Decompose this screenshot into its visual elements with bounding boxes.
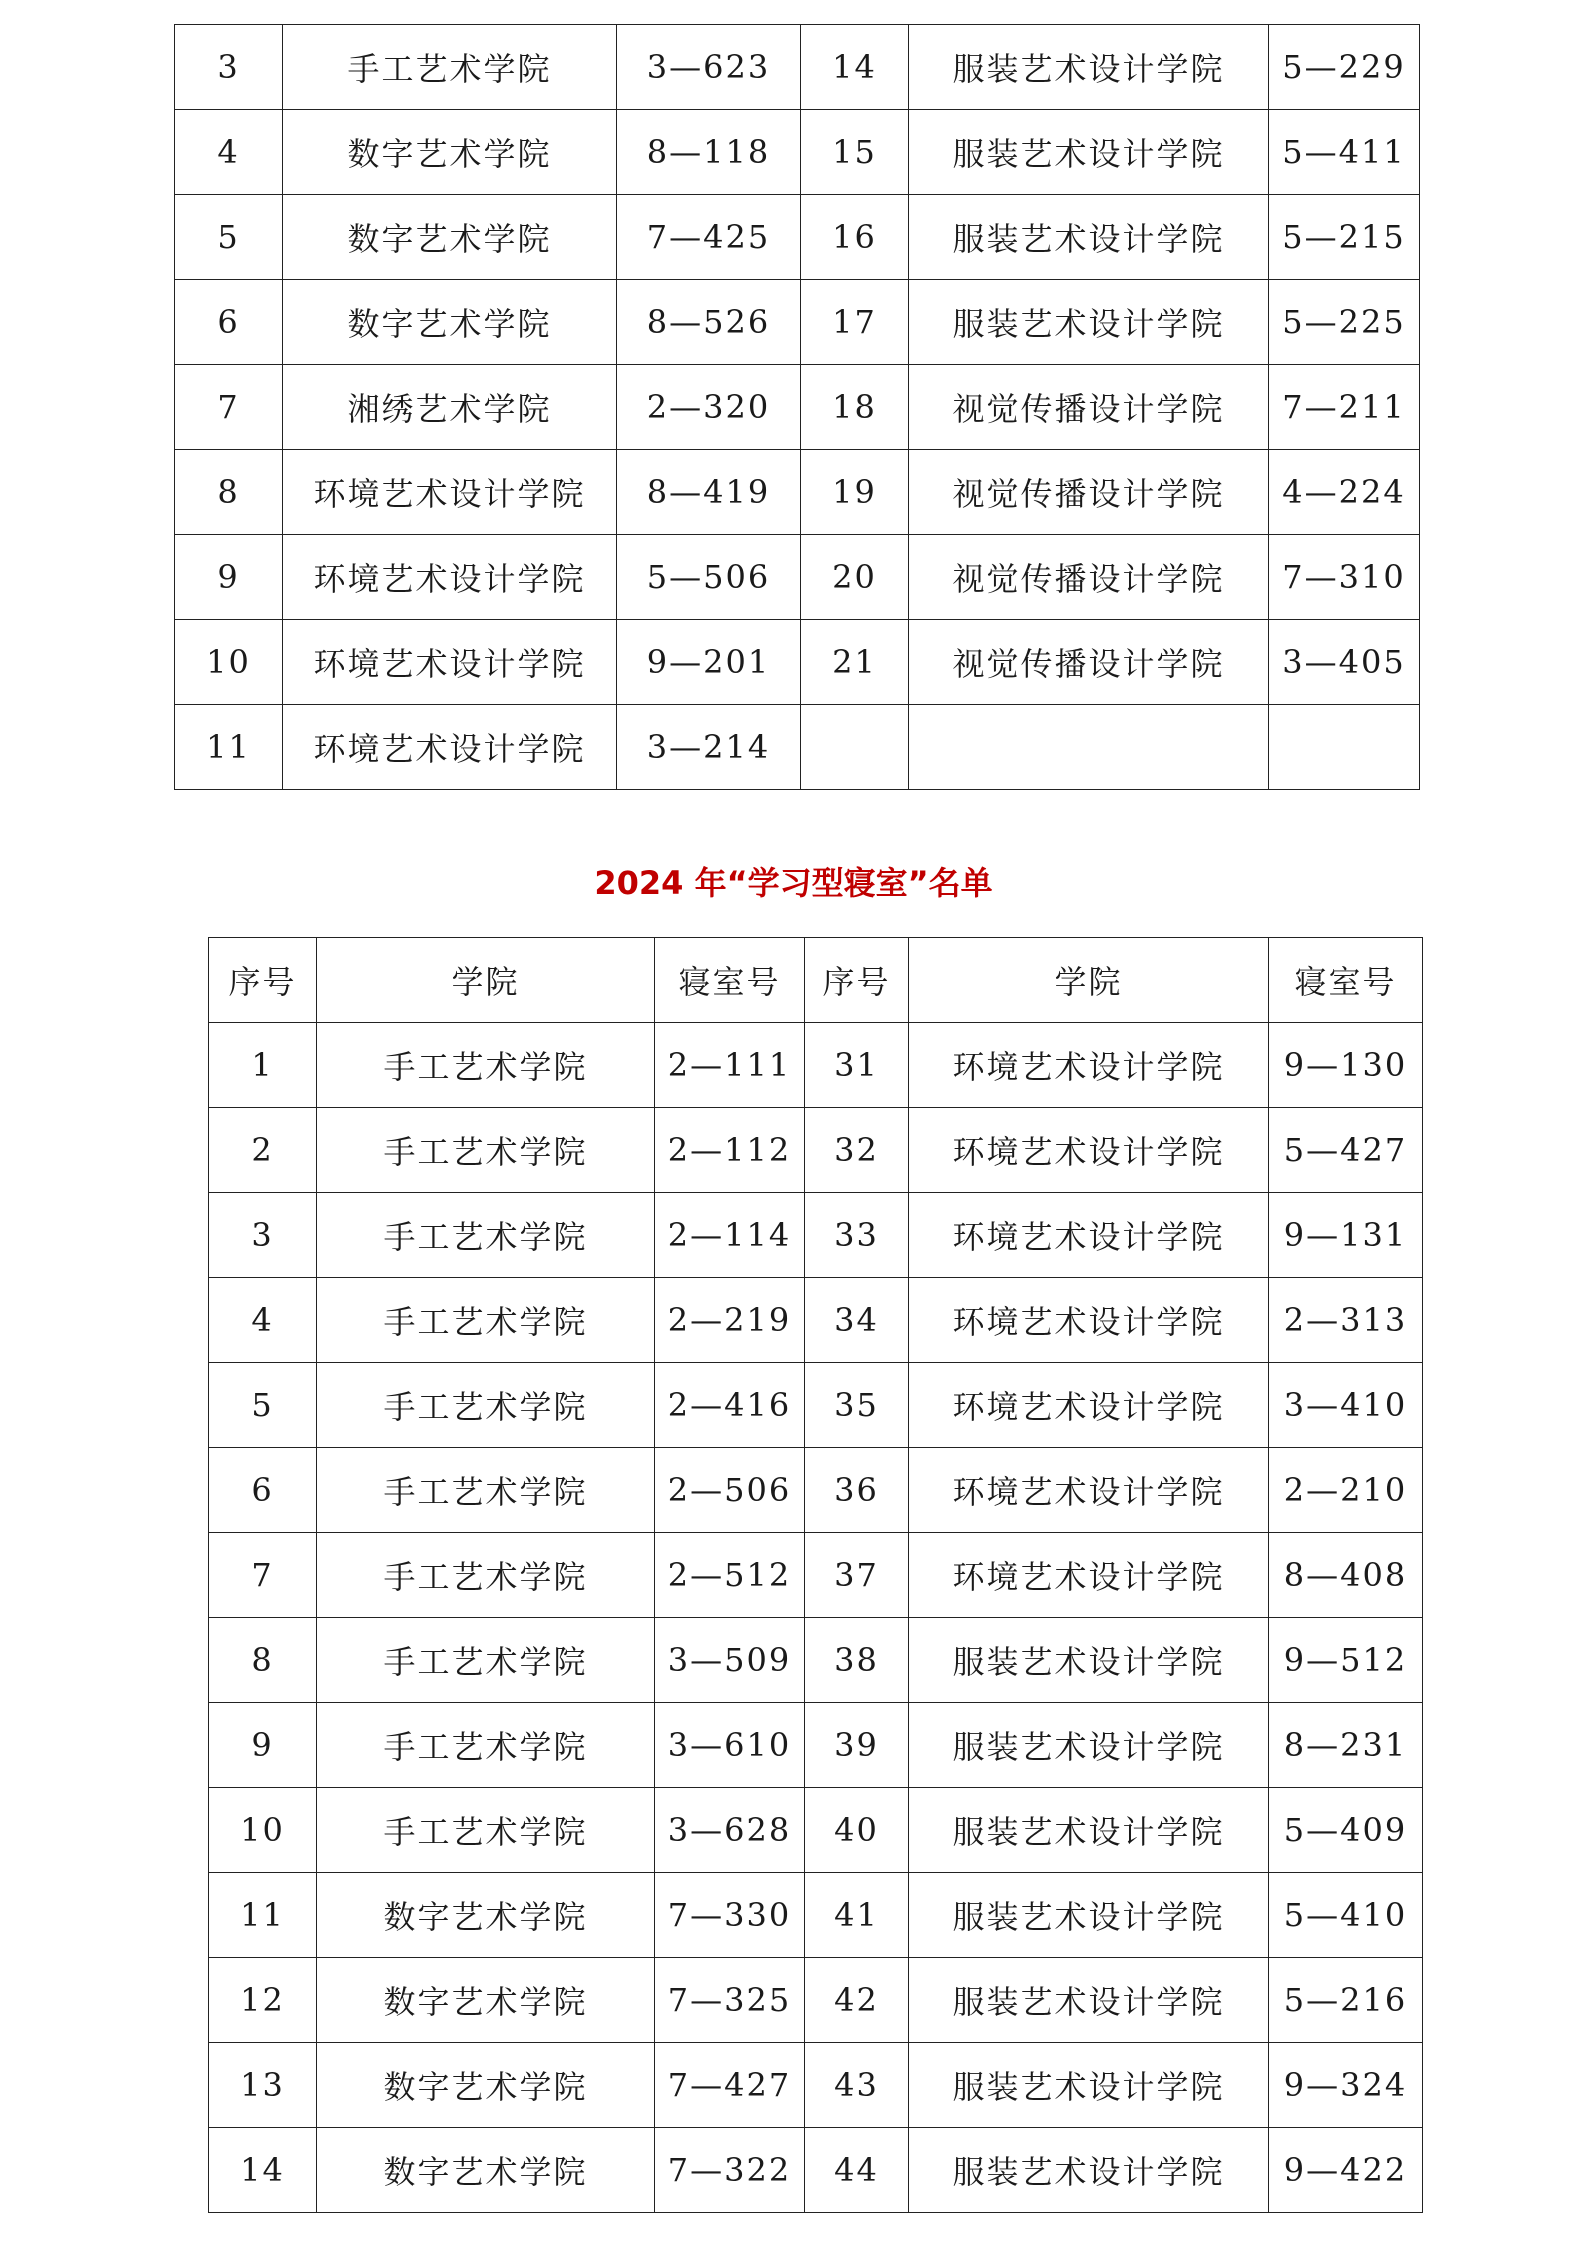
room-cell: 3—623 xyxy=(617,25,801,110)
study-dorm-table xyxy=(208,937,1423,2213)
room-cell: 8—408 xyxy=(1269,1533,1423,1618)
index-cell: 4 xyxy=(209,1278,317,1363)
room-cell: 4—224 xyxy=(1269,450,1420,535)
room-cell: 7—211 xyxy=(1269,365,1420,450)
college-cell: 环境艺术设计学院 xyxy=(909,1533,1269,1618)
table-row xyxy=(175,620,1420,705)
table-row xyxy=(209,1363,1423,1448)
index-cell: 44 xyxy=(805,2128,909,2213)
room-cell: 5—229 xyxy=(1269,25,1420,110)
room-cell: 5—409 xyxy=(1269,1788,1423,1873)
dorm-table-continued-body xyxy=(175,25,1420,790)
index-cell: 8 xyxy=(175,450,283,535)
table-row xyxy=(175,110,1420,195)
table-row xyxy=(209,1958,1423,2043)
college-cell: 数字艺术学院 xyxy=(283,280,617,365)
college-cell: 视觉传播设计学院 xyxy=(909,365,1269,450)
index-cell: 16 xyxy=(801,195,909,280)
header-cell-room-right: 寝室号 xyxy=(1269,938,1423,1023)
index-cell: 10 xyxy=(175,620,283,705)
room-cell: 5—506 xyxy=(617,535,801,620)
college-cell: 视觉传播设计学院 xyxy=(909,535,1269,620)
table-row xyxy=(209,1533,1423,1618)
index-cell: 6 xyxy=(209,1448,317,1533)
college-cell: 服装艺术设计学院 xyxy=(909,1958,1269,2043)
college-cell: 手工艺术学院 xyxy=(317,1533,655,1618)
index-cell: 5 xyxy=(209,1363,317,1448)
room-cell: 2—112 xyxy=(655,1108,805,1193)
room-cell: 5—411 xyxy=(1269,110,1420,195)
room-cell: 7—425 xyxy=(617,195,801,280)
index-cell: 38 xyxy=(805,1618,909,1703)
college-cell: 手工艺术学院 xyxy=(317,1788,655,1873)
room-cell: 8—231 xyxy=(1269,1703,1423,1788)
room-cell: 7—330 xyxy=(655,1873,805,1958)
college-cell: 环境艺术设计学院 xyxy=(909,1363,1269,1448)
college-cell: 数字艺术学院 xyxy=(317,1873,655,1958)
college-cell: 服装艺术设计学院 xyxy=(909,280,1269,365)
index-cell: 36 xyxy=(805,1448,909,1533)
index-cell: 40 xyxy=(805,1788,909,1873)
room-cell: 5—216 xyxy=(1269,1958,1423,2043)
room-cell: 7—322 xyxy=(655,2128,805,2213)
index-cell: 11 xyxy=(175,705,283,790)
index-cell: 17 xyxy=(801,280,909,365)
room-cell: 5—215 xyxy=(1269,195,1420,280)
index-cell: 6 xyxy=(175,280,283,365)
room-cell: 9—201 xyxy=(617,620,801,705)
room-cell: 2—219 xyxy=(655,1278,805,1363)
index-cell: 13 xyxy=(209,2043,317,2128)
index-cell: 7 xyxy=(209,1533,317,1618)
college-cell: 服装艺术设计学院 xyxy=(909,1788,1269,1873)
room-cell: 2—111 xyxy=(655,1023,805,1108)
college-cell: 手工艺术学院 xyxy=(317,1278,655,1363)
college-cell: 数字艺术学院 xyxy=(317,2128,655,2213)
index-cell: 35 xyxy=(805,1363,909,1448)
table-row xyxy=(209,1873,1423,1958)
room-cell: 5—427 xyxy=(1269,1108,1423,1193)
college-cell: 服装艺术设计学院 xyxy=(909,195,1269,280)
college-cell: 手工艺术学院 xyxy=(283,25,617,110)
room-cell: 9—131 xyxy=(1269,1193,1423,1278)
college-cell: 环境艺术设计学院 xyxy=(909,1108,1269,1193)
college-cell: 手工艺术学院 xyxy=(317,1703,655,1788)
index-cell: 42 xyxy=(805,1958,909,2043)
study-dorm-table-body xyxy=(209,1023,1423,2213)
table-row xyxy=(209,1193,1423,1278)
room-cell: 7—325 xyxy=(655,1958,805,2043)
college-cell: 环境艺术设计学院 xyxy=(909,1193,1269,1278)
header-cell-index-left: 序号 xyxy=(209,938,317,1023)
college-cell: 环境艺术设计学院 xyxy=(283,705,617,790)
room-cell: 2—114 xyxy=(655,1193,805,1278)
dorm-table-continued xyxy=(174,24,1420,790)
room-cell: 3—610 xyxy=(655,1703,805,1788)
room-cell: 8—526 xyxy=(617,280,801,365)
header-cell-room-left: 寝室号 xyxy=(655,938,805,1023)
college-cell: 服装艺术设计学院 xyxy=(909,1873,1269,1958)
table-row xyxy=(209,1278,1423,1363)
college-cell: 环境艺术设计学院 xyxy=(283,535,617,620)
table-row xyxy=(209,1023,1423,1108)
table-row xyxy=(175,535,1420,620)
college-cell: 湘绣艺术学院 xyxy=(283,365,617,450)
college-cell: 手工艺术学院 xyxy=(317,1363,655,1448)
index-cell: 43 xyxy=(805,2043,909,2128)
college-cell: 服装艺术设计学院 xyxy=(909,25,1269,110)
table-row xyxy=(175,450,1420,535)
table-row xyxy=(175,705,1420,790)
room-cell: 7—427 xyxy=(655,2043,805,2128)
room-cell: 2—210 xyxy=(1269,1448,1423,1533)
table-header-row xyxy=(209,938,1423,1023)
index-cell: 15 xyxy=(801,110,909,195)
table-row xyxy=(209,1108,1423,1193)
index-cell: 21 xyxy=(801,620,909,705)
room-cell: 3—410 xyxy=(1269,1363,1423,1448)
room-cell: 2—512 xyxy=(655,1533,805,1618)
header-cell-college-right: 学院 xyxy=(909,938,1269,1023)
index-cell: 32 xyxy=(805,1108,909,1193)
index-cell: 19 xyxy=(801,450,909,535)
index-cell: 9 xyxy=(209,1703,317,1788)
room-cell: 5—225 xyxy=(1269,280,1420,365)
index-cell: 11 xyxy=(209,1873,317,1958)
room-cell: 9—324 xyxy=(1269,2043,1423,2128)
college-cell: 服装艺术设计学院 xyxy=(909,2128,1269,2213)
list-title: 2024 年“学习型寝室”名单 xyxy=(594,864,993,902)
college-cell: 视觉传播设计学院 xyxy=(909,620,1269,705)
index-cell: 33 xyxy=(805,1193,909,1278)
index-cell: 12 xyxy=(209,1958,317,2043)
college-cell: 环境艺术设计学院 xyxy=(283,450,617,535)
index-cell: 34 xyxy=(805,1278,909,1363)
room-cell: 2—506 xyxy=(655,1448,805,1533)
index-cell: 7 xyxy=(175,365,283,450)
college-cell: 环境艺术设计学院 xyxy=(283,620,617,705)
college-cell: 手工艺术学院 xyxy=(317,1618,655,1703)
header-cell-index-right: 序号 xyxy=(805,938,909,1023)
room-cell: 2—320 xyxy=(617,365,801,450)
index-cell: 1 xyxy=(209,1023,317,1108)
room-cell: 2—313 xyxy=(1269,1278,1423,1363)
room-cell xyxy=(1269,705,1420,790)
room-cell: 3—405 xyxy=(1269,620,1420,705)
index-cell: 2 xyxy=(209,1108,317,1193)
college-cell: 服装艺术设计学院 xyxy=(909,1618,1269,1703)
room-cell: 3—628 xyxy=(655,1788,805,1873)
table-row xyxy=(209,2043,1423,2128)
college-cell: 环境艺术设计学院 xyxy=(909,1278,1269,1363)
college-cell xyxy=(909,705,1269,790)
table-row xyxy=(209,1788,1423,1873)
college-cell: 数字艺术学院 xyxy=(317,2043,655,2128)
college-cell: 数字艺术学院 xyxy=(283,195,617,280)
index-cell: 4 xyxy=(175,110,283,195)
room-cell: 2—416 xyxy=(655,1363,805,1448)
college-cell: 手工艺术学院 xyxy=(317,1193,655,1278)
index-cell: 14 xyxy=(801,25,909,110)
room-cell: 9—512 xyxy=(1269,1618,1423,1703)
index-cell: 39 xyxy=(805,1703,909,1788)
index-cell: 18 xyxy=(801,365,909,450)
college-cell: 环境艺术设计学院 xyxy=(909,1023,1269,1108)
table-row xyxy=(175,25,1420,110)
header-cell-college-left: 学院 xyxy=(317,938,655,1023)
index-cell: 3 xyxy=(175,25,283,110)
college-cell: 数字艺术学院 xyxy=(283,110,617,195)
college-cell: 服装艺术设计学院 xyxy=(909,2043,1269,2128)
index-cell: 5 xyxy=(175,195,283,280)
index-cell: 37 xyxy=(805,1533,909,1618)
index-cell: 10 xyxy=(209,1788,317,1873)
index-cell: 8 xyxy=(209,1618,317,1703)
room-cell: 5—410 xyxy=(1269,1873,1423,1958)
table-row xyxy=(175,280,1420,365)
room-cell: 8—118 xyxy=(617,110,801,195)
college-cell: 视觉传播设计学院 xyxy=(909,450,1269,535)
college-cell: 服装艺术设计学院 xyxy=(909,1703,1269,1788)
college-cell: 手工艺术学院 xyxy=(317,1023,655,1108)
index-cell: 14 xyxy=(209,2128,317,2213)
room-cell: 9—422 xyxy=(1269,2128,1423,2213)
college-cell: 手工艺术学院 xyxy=(317,1448,655,1533)
college-cell: 服装艺术设计学院 xyxy=(909,110,1269,195)
index-cell: 20 xyxy=(801,535,909,620)
room-cell: 3—509 xyxy=(655,1618,805,1703)
room-cell: 7—310 xyxy=(1269,535,1420,620)
table-row xyxy=(209,2128,1423,2213)
table-row xyxy=(175,365,1420,450)
room-cell: 8—419 xyxy=(617,450,801,535)
table-row xyxy=(175,195,1420,280)
room-cell: 9—130 xyxy=(1269,1023,1423,1108)
room-cell: 3—214 xyxy=(617,705,801,790)
college-cell: 数字艺术学院 xyxy=(317,1958,655,2043)
index-cell: 31 xyxy=(805,1023,909,1108)
index-cell: 41 xyxy=(805,1873,909,1958)
table-row xyxy=(209,1448,1423,1533)
college-cell: 手工艺术学院 xyxy=(317,1108,655,1193)
table-row xyxy=(209,1703,1423,1788)
index-cell: 3 xyxy=(209,1193,317,1278)
index-cell: 9 xyxy=(175,535,283,620)
college-cell: 环境艺术设计学院 xyxy=(909,1448,1269,1533)
table-row xyxy=(209,1618,1423,1703)
index-cell xyxy=(801,705,909,790)
